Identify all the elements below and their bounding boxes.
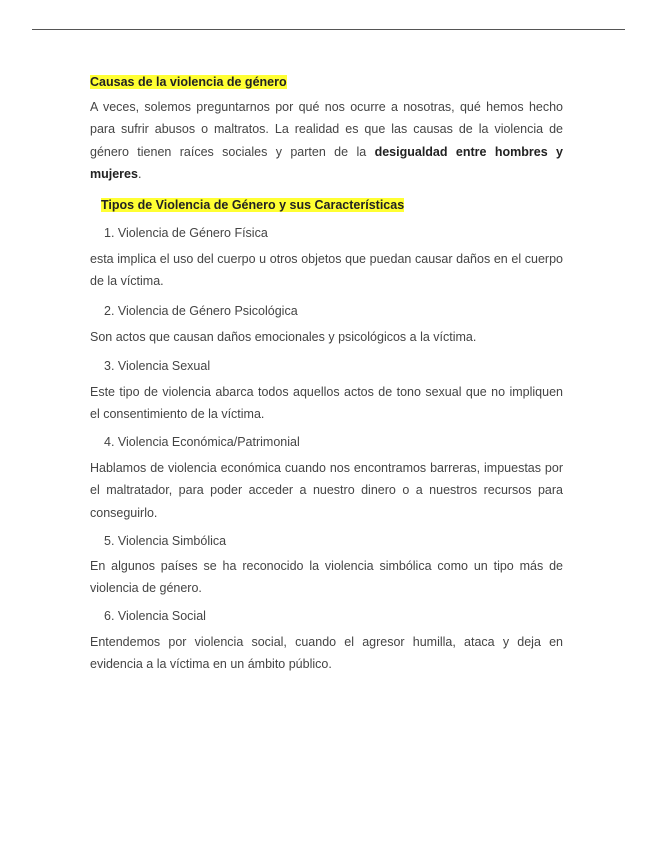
tipo-item-3-description: Este tipo de violencia abarca todos aquellos actos de tono sexual que no impliquen el consentimiento de la víctima. bbox=[90, 385, 563, 422]
tipo-item-5-number: 5. bbox=[104, 534, 115, 548]
tipo-item-2-description: Son actos que causan daños emocionales y psicológicos a la víctima. bbox=[90, 330, 477, 344]
tipo-item-3-label: Violencia Sexual bbox=[117, 359, 211, 373]
tipos-heading bbox=[101, 198, 404, 213]
tipo-item-4-title bbox=[104, 435, 300, 450]
causas-heading-text: Causas de la violencia de género bbox=[90, 75, 287, 89]
tipo-item-6-description: Entendemos por violencia social, cuando el agresor humilla, ataca y deja en evidencia a la víctima en un ámbito público. bbox=[90, 635, 563, 672]
tipo-item-3-title bbox=[104, 359, 210, 374]
tipo-item-4-description: Hablamos de violencia económica cuando nos encontramos barreras, impuestas por el maltratador, para poder acceder a nuestro dinero o a nuestros recursos para conseguirlo. bbox=[90, 461, 563, 520]
tipo-item-2-title bbox=[104, 304, 298, 319]
tipo-item-4-label: Violencia Económica/Patrimonial bbox=[117, 435, 300, 449]
tipo-item-6-title bbox=[104, 609, 206, 624]
tipo-item-5-label: Violencia Simbólica bbox=[117, 534, 227, 548]
causas-heading bbox=[90, 75, 287, 90]
tipo-item-5-title bbox=[104, 534, 226, 549]
causas-paragraph bbox=[90, 96, 563, 185]
tipo-item-1-number: 1. bbox=[104, 226, 115, 240]
tipo-item-2-number: 2. bbox=[104, 304, 115, 318]
tipo-item-1-description: esta implica el uso del cuerpo u otros objetos que puedan causar daños en el cuerpo de la víctima. bbox=[90, 252, 563, 289]
tipo-item-2-label: Violencia de Género Psicológica bbox=[117, 304, 298, 318]
tipo-item-3-number: 3. bbox=[104, 359, 115, 373]
tipos-heading-text: Tipos de Violencia de Género y sus Características bbox=[101, 198, 405, 212]
causas-text-after: . bbox=[137, 166, 142, 181]
tipo-item-5-description: En algunos países se ha reconocido la violencia simbólica como un tipo más de violencia de género. bbox=[90, 559, 563, 596]
causas-text-before: A veces, solemos preguntarnos por qué nos ocurre a nosotras, qué hemos hecho para sufrir abusos o maltratos. La realidad es que las causas de la violencia de género tienen raíces sociales y parten de la bbox=[90, 100, 563, 159]
tipo-item-1-label: Violencia de Género Física bbox=[117, 226, 268, 240]
tipo-item-4-number: 4. bbox=[104, 435, 115, 449]
causas-bold-text: desigualdad entre hombres y mujeres bbox=[90, 144, 563, 181]
tipo-item-6-label: Violencia Social bbox=[117, 609, 206, 623]
page-top-rule bbox=[32, 29, 625, 30]
tipo-item-6-number: 6. bbox=[104, 609, 115, 623]
tipo-item-1-title bbox=[104, 226, 268, 241]
